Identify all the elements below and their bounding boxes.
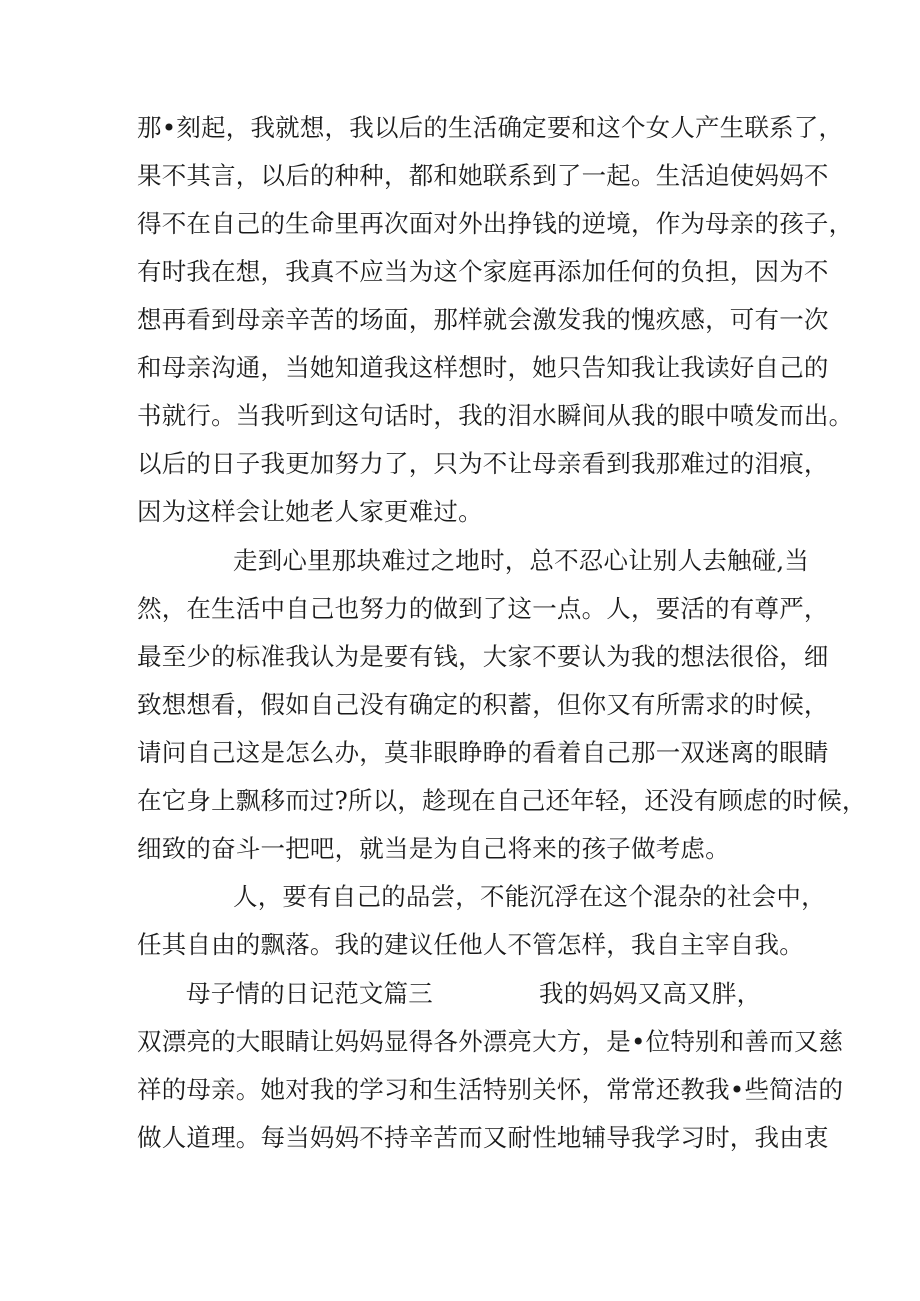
section-heading: 母子情的日记范文篇三 [186, 979, 433, 1008]
paragraph-2-line-5: 请问自己这是怎么办，莫非眼睁睁的看着自己那一双迷离的眼睛 [137, 738, 829, 767]
heading-tail-text: 我的妈妈又高又胖， [539, 979, 762, 1008]
paragraph-4-line-1: 双漂亮的大眼睛让妈妈显得各外漂亮大方，是•位特别和善而又慈 [137, 1027, 844, 1056]
paragraph-1-line-3: 得不在自己的生命里再次面对外出挣钱的逆境，作为母亲的孩子， [137, 209, 854, 238]
paragraph-2-line-3: 最至少的标准我认为是要有钱，大家不要认为我的想法很俗，细 [137, 642, 829, 671]
paragraph-1-line-8: 以后的日子我更加努力了，只为不让母亲看到我那难过的泪痕， [137, 449, 829, 478]
paragraph-2-line-2: 然，在生活中自己也努力的做到了这一点。人，要活的有尊严， [137, 594, 829, 623]
paragraph-1-line-7: 书就行。当我听到这句话时，我的泪水瞬间从我的眼中喷发而出。 [137, 401, 854, 430]
paragraph-2-line-7: 细致的奋斗一把吧，就当是为自己将来的孩子做考虑。 [137, 834, 730, 863]
paragraph-1-line-1: 那•刻起，我就想，我以后的生活确定要和这个女人产生联系了， [137, 113, 844, 142]
paragraph-3-line-2: 任其自由的飘落。我的建议任他人不管怎样，我自主宰自我。 [137, 930, 804, 959]
paragraph-1-line-5: 想再看到母亲辛苦的场面，那样就会激发我的愧疚感，可有一次 [137, 305, 829, 334]
section-heading-line [186, 978, 761, 1010]
paragraph-2-line-4: 致想想看，假如自己没有确定的积蓄，但你又有所需求的时候， [137, 690, 829, 719]
paragraph-2-line-6: 在它身上飘移而过?所以，趁现在自己还年轻，还没有顾虑的时候， [137, 786, 867, 815]
paragraph-3-line-1: 人，要有自己的品尝，不能沉浮在这个混杂的社会中， [233, 882, 826, 911]
paragraph-1-line-9: 因为这样会让她老人家更难过。 [137, 497, 483, 526]
paragraph-1-line-6: 和母亲沟通，当她知道我这样想时，她只告知我让我读好自己的 [137, 353, 829, 382]
paragraph-4-line-2: 祥的母亲。她对我的学习和生活特别关怀，常常还教我•些简洁的 [137, 1075, 844, 1104]
paragraph-1-line-4: 有时我在想，我真不应当为这个家庭再添加任何的负担，因为不 [137, 257, 829, 286]
paragraph-2-line-1: 走到心里那块难过之地时，总不忍心让别人去触碰,当 [233, 546, 810, 575]
paragraph-4-line-3: 做人道理。每当妈妈不持辛苦而又耐性地辅导我学习时，我由衷 [137, 1123, 829, 1152]
paragraph-1-line-2: 果不其言，以后的种种，都和她联系到了一起。生活迫使妈妈不 [137, 161, 829, 190]
